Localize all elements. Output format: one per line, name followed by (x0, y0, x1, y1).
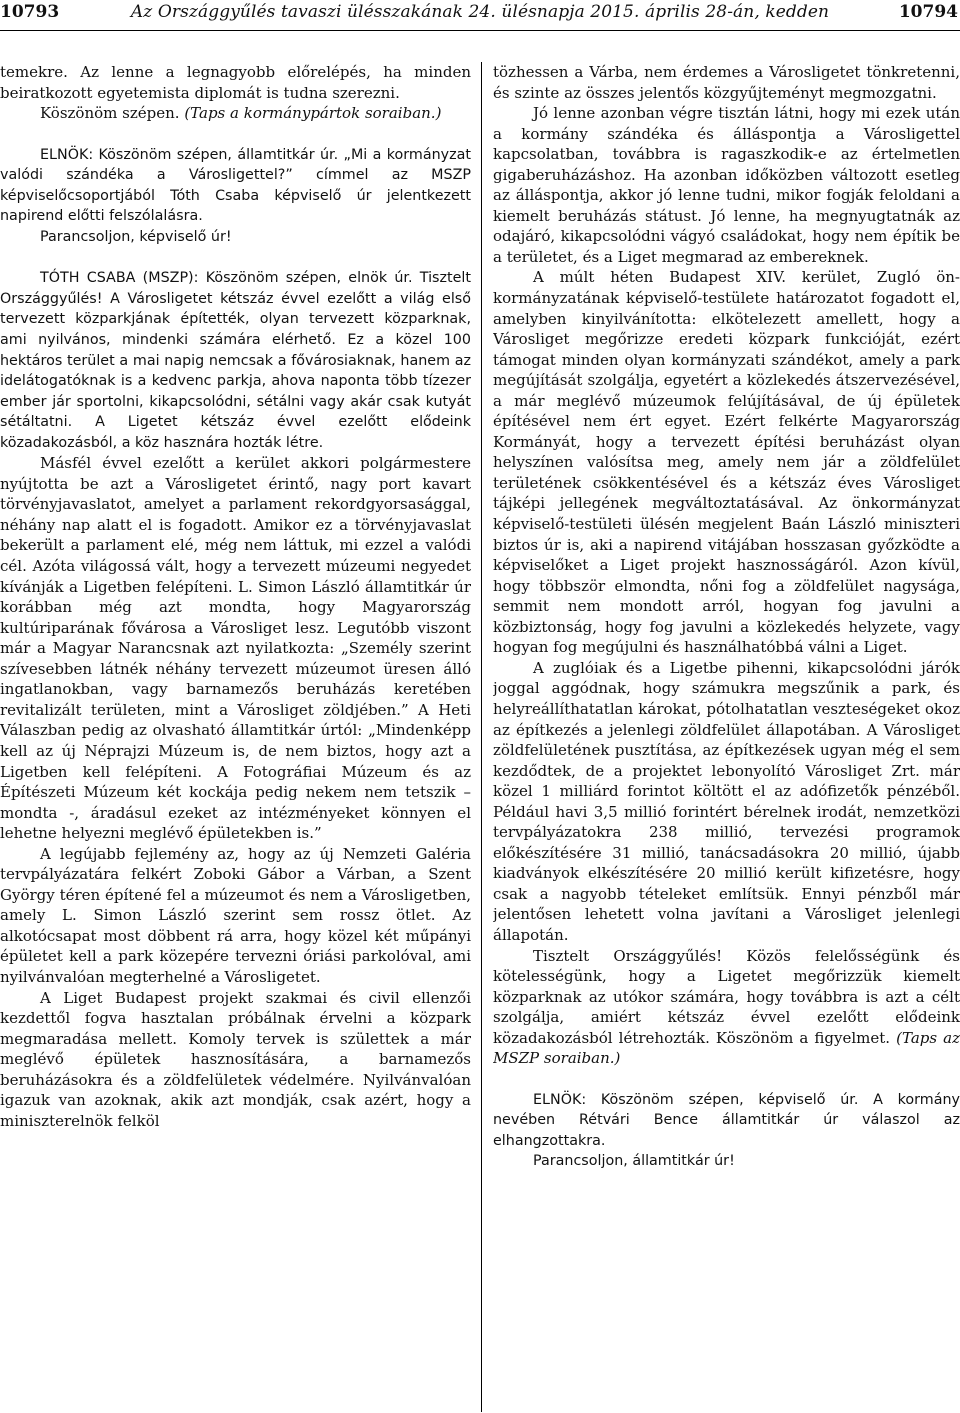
paragraph: A Liget Budapest projekt szakmai és civil ellenzői kezdettől fogva hasztalan próbálnak érvelni a közpark megmaradása mellett. Komoly tervek is születtek a már meglévő épületek hasznosítására, a barnamezős beruházásokra és a zöldfelületek védelmére. Nyilvánvalóan igazuk van azoknak, akik azt mondják, csak azért, hogy a miniszterelnök felköl (0, 988, 471, 1130)
text-span: Köszönöm szépen. (40, 104, 185, 123)
speaker-paragraph: ELNÖK: Köszönöm szépen, államtitkár úr. „Mi a kormányzat valódi szándéka a Városligettel?” címmel az MSZP képviselőcsoportjából Tóth Csaba képviselő úr jelentkezett napirend előtti felszólalásra. (0, 146, 471, 225)
page-header (0, 0, 960, 31)
paragraph: temekre. Az lenne a legnagyobb előrelépés, ha minden beiratkozott egyetemista diplomát is tudna szerezni. (0, 63, 471, 102)
running-title: Az Országgyűlés tavaszi ülésszakának 24. ülésnapja 2015. április 28-án, kedden (130, 2, 830, 22)
paragraph (0, 103, 471, 124)
speaker-paragraph: ELNÖK: Köszönöm szépen, képviselő úr. A kormány nevében Rétvári Bence államtitkár úr válaszol az elhangzottakra. (493, 1091, 960, 1149)
column-divider (481, 62, 482, 1412)
text-span: Tisztelt Országgyűlés! Közös felelősségünk és kötelességünk, hogy a Ligetet megőrizzük kiemelt közparknak az utókor számára, hogy továbbra is azt a célt szolgálja, amiért kétszáz évvel ezelőtt elődeink közadakozásból létrehozták. Köszönöm a figyelmet. (493, 946, 960, 1047)
paragraph: Jó lenne azonban végre tisztán látni, hogy mi ezek után a kormány szándéka és álláspontja a Városligettel kapcsolatban, továbbra is ragaszkodik-e az értelmetlen gigaberuházáshoz. Ha azonban időközben változott esetleg az álláspontja, akkor jó lenne tudni, mikor fogják feloldani a kiemelt beruházás státust. Jó lenne, ha megnyugtatnák az odajáró, kikapcsolódni vágyó családokat, hogy nem építik be a területet, és a Liget megmarad az embereknek. (493, 104, 960, 266)
speaker-paragraph: TÓTH CSABA (MSZP): Köszönöm szépen, elnök úr. Tisztelt Országgyűlés! A Városligetet kétszáz évvel ezelőtt a világ első tervezett közparkjának építették, olyan tervezett közparknak, ami nyilvános, mindenki számára elérhető. Ez a közel 100 hektáros terület a mai napig nemcsak a fővárosiaknak, hanem az idelátogatóknak is a kedvenc parkja, ahova naponta több tízezer ember jár sportolni, kikapcsolódni, sétálni vagy akár csak kutyát sétáltatni. A Ligetet kétszáz évvel ezelőtt elődeink közadakozásból, a köz hasznára hozták létre. (0, 270, 471, 451)
paragraph: A legújabb fejlemény az, hogy az új Nemzeti Galéria tervpályázatára felkért Zoboki Gábor a Várban, a Szent György téren építené fel a múzeumot és nem a Városligetben, amely L. Simon László szerint sem rossz ötlet. Az alkotócsapat most döbbent rá arra, hogy közel két műpányi épületet kell a park közepére tervezni óriási parkolóval, ami nyilvánvalóan megterhelné a Városligetet. (0, 844, 471, 986)
paragraph: A zuglóiak és a Ligetbe pihenni, kikapcsolódni járók joggal aggódnak, hogy számukra megszűnik a park, és helyreállíthatatlan károkat, pótolhatatlan veszteségeket okoz az építkezés a jelenlegi zöldfelület állapotában. A Városliget zöldfelületének pusztítása, az építkezések ugyan még el sem kezdődtek, de a projektet lebonyolító Városliget Zrt. már közel 1 milliárd forintot költött el az adófizetők pénzéből. Például havi 3,5 millió forintért bérelnek irodát, nemzetközi tervpályázatokra 238 millió, tervezési programok előkészítésére 31 millió, tanácsadásokra 20 millió, újabb kiadványok elkészítésére 20 millió került kifizetésre, hogy csak a nagyobb tételeket említsük. Ennyi pénzből már jelentősen lehetett volna javítani a Városliget jelenlegi állapotán. (493, 658, 960, 944)
paragraph: tözhessen a Várba, nem érdemes a Városligetet tönkretenni, és szinte az összes jelentős közgyűjteményt megmozgatni. (493, 63, 960, 102)
paragraph: A múlt héten Budapest XIV. kerület, Zugló önkormányzatának képviselő-testülete határozatot fogadott el, amelyben kinyilvánította: elkötelezett amellett, hogy a Városliget megőrizze eredeti közpark funkcióját, ezért támogat minden olyan kormányzati szándékot, amely a park megújítását szolgálja, egyetért a közlekedés átszervezésével, a már meglévő múzeumok felújításával, de új épületek építésével nem ért egyet. Ezért felkérte Magyarország Kormányát, hogy a tervezett építési beruházást olyan helyszínen valósítsa meg, amely nem jár a zöldfelület területének csökkentésével és a kétszáz éves Városliget tájképi jellegének megváltoztatásával. Az önkormányzat képviselő-testületi ülésén megjelent Baán László miniszteri biztos úr is, aki a napirend vitájában hosszasan győzködte a képviselőket a Liget projekt hasznosságáról. Azon kívül, hogy többször elmondta, nőni fog a zöldfelület nagysága, semmit nem mondott arról, hogyan fog javulni a közbiztonság, hogy fog javulni a közlekedés helyzete, vagy hogyan fog megújulni és használhatóbbá válni a Liget. (493, 268, 960, 657)
right-column (493, 62, 960, 1412)
stage-direction: (Taps az MSZP soraiban.) (493, 1028, 960, 1068)
paragraph: Másfél évvel ezelőtt a kerület akkori polgármestere nyújtotta be azt a Városligetet érintő, nagy port kavart törvényjavaslatot, amelyet a parlament rekordgyorsasággal, néhány nap alatt el is fogadott. Amikor ez a törvényjavaslat bekerült a parlament elé, még nem láttuk, mi ezzel a valódi cél. Azóta világossá vált, hogy a tervezett múzeumi negyedet kívánják a Ligetben felépíteni. L. Simon László államtitkár úr korábban még azt mondta, hogy Magyarország kultúriparának fővárosa a Városliget lesz. Legutóbb viszont már a Magyar Narancsnak azt nyilatkozta: „Személy szerint szívesebben látnék néhány tervezett múzeumot üresen álló ingatlanokban, vagy barnamezős beruházás keretében revitalizált területen, mint a Városliget zöldjében.” A Heti Válaszban pedig az olvasható államtitkár úrtól: „Mindenképp kell az új Néprajzi Múzeum is, de nem biztos, hogy azt a Ligetben kell felépíteni. A Fotográfiai Múzeum és az Építészeti Múzeum két kockája pedig nekem nem tetszik – mondta -, áradásul ezeket az intézményeket könnyen el lehetne helyezni meglévő épületekben is.” (0, 454, 471, 843)
speaker-paragraph: Parancsoljon, képviselő úr! (40, 228, 232, 245)
left-column (0, 62, 471, 1412)
paragraph (493, 946, 960, 1069)
speaker-paragraph: Parancsoljon, államtitkár úr! (533, 1153, 735, 1170)
page-number-right: 10794 (898, 2, 958, 22)
page-number-left: 10793 (0, 2, 60, 22)
stage-direction: (Taps a kormánypártok soraiban.) (184, 104, 442, 123)
